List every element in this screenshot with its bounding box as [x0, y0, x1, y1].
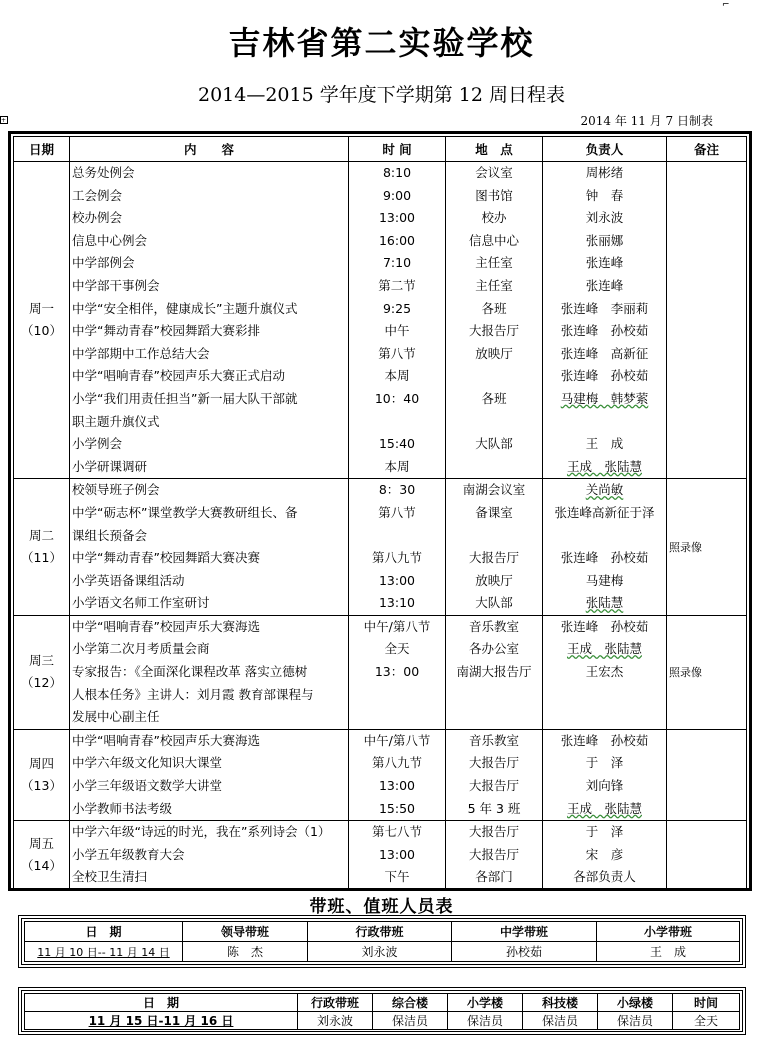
place-value: 各班: [481, 390, 507, 406]
col-content: 内 容: [70, 137, 349, 162]
day-name: 周一: [28, 301, 54, 317]
time-cell: [349, 729, 446, 820]
duty-2-header-row: [25, 994, 740, 1012]
duty-1-header: 日 期: [25, 922, 183, 942]
time-value: 15:50: [378, 800, 416, 816]
time-value: 第二节: [378, 277, 416, 293]
duty-2-header: 行政带班: [298, 994, 373, 1012]
time-value: 下午: [384, 869, 410, 885]
time-value: [351, 684, 443, 707]
content-line: 小学三年级语文数学大讲堂: [72, 778, 223, 794]
place-value: 大队部: [475, 595, 513, 611]
person-cell: [543, 615, 667, 729]
time-value: [351, 525, 443, 548]
content-line: 中学“唱响青春”校园声乐大赛正式启动: [72, 368, 285, 384]
person-value: 马建梅: [585, 572, 624, 588]
day-name: 周二: [28, 528, 54, 544]
table-header-row: [14, 137, 747, 162]
duty-1-header: 小学带班: [597, 922, 740, 942]
person-value: 关尚敏: [585, 482, 624, 498]
duty-2-header: 日 期: [25, 994, 298, 1012]
day-row: [14, 479, 747, 616]
time-value: 8：30: [378, 482, 416, 498]
col-person: 负责人: [543, 137, 667, 162]
day-number: （13）: [21, 778, 62, 794]
time-value: 全天: [384, 641, 410, 657]
person-cell: [543, 729, 667, 820]
time-value: 9:00: [382, 187, 412, 203]
place-value: 南湖会议室: [462, 482, 526, 498]
content-line: 小学“我们用责任担当”新一届大队干部就: [72, 390, 298, 406]
content-line: 中学部干事例会: [72, 277, 160, 293]
day-label: [14, 162, 70, 479]
place-value: 图书馆: [475, 187, 513, 203]
person-value: 张连峰 孙校茹: [560, 550, 649, 566]
col-date: 日期: [14, 137, 70, 162]
duty-2-time: 全天: [673, 1012, 740, 1030]
person-value: 王宏杰: [585, 664, 624, 680]
time-value: 本周: [384, 368, 410, 384]
day-name: 周五: [28, 836, 54, 852]
content-line: 总务处例会: [72, 165, 135, 180]
place-value: 南湖大报告厅: [456, 664, 532, 680]
duty-1-date: 11 月 10 日-- 11 月 14 日: [25, 942, 183, 962]
duty-1-value-row: [25, 942, 740, 962]
day-number: （11）: [21, 550, 62, 566]
duty-2-tech-bldg: 保洁员: [523, 1012, 598, 1030]
person-value: 于 泽: [585, 755, 624, 771]
note-cell: [667, 729, 747, 820]
time-value: 9:25: [382, 300, 412, 316]
place-value: 大报告厅: [468, 323, 519, 339]
duty-1-header: 行政带班: [308, 922, 452, 942]
place-value: 音乐教室: [468, 618, 519, 634]
person-value: 王成 张陆慧: [566, 800, 642, 816]
time-value: 7:10: [382, 255, 412, 271]
place-value: 会议室: [475, 165, 513, 180]
person-value: 张连峰 李丽莉: [560, 300, 649, 316]
duty-2-date: 11 月 15 日-11 月 16 日: [25, 1012, 298, 1030]
col-note: 备注: [667, 137, 747, 162]
person-value: [545, 525, 664, 548]
note-cell: [667, 821, 747, 890]
place-value: 各班: [481, 300, 507, 316]
content-line: 小学五年级教育大会: [72, 846, 185, 862]
duty-2-header: 综合楼: [373, 994, 448, 1012]
time-value: 第七八节: [371, 824, 422, 840]
time-value: 13:00: [378, 846, 416, 862]
time-cell: [349, 162, 446, 479]
day-row: [14, 615, 747, 729]
person-value: 王成 张陆慧: [566, 458, 642, 474]
place-value: 大队部: [475, 436, 513, 452]
day-label: [14, 821, 70, 890]
time-value: [351, 706, 443, 729]
col-time: 时 间: [349, 137, 446, 162]
content-cell: [70, 479, 349, 616]
page-title: 吉林省第二实验学校: [228, 24, 535, 62]
person-value: 张连峰 高新征: [560, 345, 649, 361]
place-value: [448, 365, 540, 388]
time-value: 8:10: [382, 165, 412, 180]
content-cell: [70, 162, 349, 479]
table-anchor-icon[interactable]: +: [1, 117, 7, 124]
schedule-table-frame: [8, 131, 752, 891]
content-line: 中学部期中工作总结大会: [72, 345, 210, 361]
duty-2-header: 时间: [673, 994, 740, 1012]
place-value: 主任室: [475, 255, 513, 271]
time-value: 中午/第八节: [363, 732, 431, 748]
content-line: 校办例会: [72, 210, 123, 226]
place-value: 大报告厅: [468, 755, 519, 771]
place-value: 信息中心: [468, 232, 519, 248]
place-value: 校办: [481, 210, 507, 226]
page-subtitle: 2014—2015 学年度下学期第 12 周日程表: [197, 84, 565, 106]
place-value: 放映厅: [475, 345, 513, 361]
duty-1-middle: 孙校茹: [452, 942, 597, 962]
place-cell: [446, 821, 543, 890]
person-value: 张连峰: [585, 255, 624, 271]
content-line: 中学“唱响青春”校园声乐大赛海选: [72, 732, 260, 748]
person-value: 刘永波: [585, 210, 624, 226]
day-name: 周三: [28, 653, 54, 669]
duty-2-header: 小绿楼: [598, 994, 673, 1012]
place-value: [448, 456, 540, 479]
content-line: 中学“安全相伴，健康成长”主题升旗仪式: [72, 300, 298, 316]
day-number: （10）: [21, 323, 62, 339]
content-cell: [70, 729, 349, 820]
time-value: 15:40: [378, 436, 416, 452]
made-date: 2014 年 11 月 7 日制表: [580, 114, 713, 128]
place-value: 大报告厅: [468, 778, 519, 794]
day-name: 周四: [28, 756, 54, 772]
duty-2-green-bldg: 保洁员: [598, 1012, 673, 1030]
place-value: 主任室: [475, 277, 513, 293]
content-line: 小学例会: [72, 436, 123, 452]
person-value: 张连峰 孙校茹: [560, 368, 649, 384]
content-line: 职主题升旗仪式: [72, 413, 160, 429]
time-value: 第八九节: [371, 550, 422, 566]
time-value: 13:10: [378, 595, 416, 611]
place-value: [448, 706, 540, 729]
person-value: 张连峰 孙校茹: [560, 618, 649, 634]
duty-2-complex: 保洁员: [373, 1012, 448, 1030]
duty-1-leader: 陈 杰: [183, 942, 308, 962]
person-value: [545, 684, 664, 707]
content-line: 工会例会: [72, 187, 123, 203]
duty-2-header: 小学楼: [448, 994, 523, 1012]
content-line: 小学英语备课组活动: [72, 572, 185, 588]
duty-1-primary: 王 成: [597, 942, 740, 962]
content-line: 中学部例会: [72, 255, 135, 271]
person-value: 马建梅 韩梦萦: [560, 390, 649, 406]
duty-2-value-row: [25, 1012, 740, 1030]
time-cell: [349, 615, 446, 729]
duty-1-admin: 刘永波: [308, 942, 452, 962]
day-row: [14, 821, 747, 890]
person-value: 张陆慧: [585, 595, 624, 611]
place-value: 大报告厅: [468, 824, 519, 840]
content-line: 中学“砺志杯”课堂教学大赛教研组长、备: [72, 504, 298, 520]
time-value: 10：40: [374, 390, 420, 406]
content-line: 小学第二次月考质量会商: [72, 641, 210, 657]
person-value: 王 成: [585, 436, 624, 452]
place-value: [448, 684, 540, 707]
time-value: 第八九节: [371, 755, 422, 771]
time-value: 13:00: [378, 572, 416, 588]
content-line: 中学六年级文化知识大课堂: [72, 755, 223, 771]
content-line: 全校卫生清扫: [72, 869, 148, 885]
content-line: 校领导班子例会: [72, 482, 160, 498]
content-line: 信息中心例会: [72, 232, 148, 248]
time-value: [351, 411, 443, 434]
place-value: 大报告厅: [468, 846, 519, 862]
content-cell: [70, 615, 349, 729]
person-value: 钟 春: [585, 187, 624, 203]
place-value: 各办公室: [468, 641, 519, 657]
duty-1-header-row: [25, 922, 740, 942]
time-value: 16:00: [378, 232, 416, 248]
duty-table-1-frame: [18, 915, 746, 968]
content-line: 小学研课调研: [72, 458, 148, 474]
duty-1-header: 领导带班: [183, 922, 308, 942]
place-value: 各部门: [475, 869, 513, 885]
time-value: 中午/第八节: [363, 618, 431, 634]
person-value: [545, 411, 664, 434]
note-cell: 照录像: [667, 479, 747, 616]
person-value: 张丽娜: [585, 232, 624, 248]
place-value: 放映厅: [475, 572, 513, 588]
place-value: [448, 411, 540, 434]
place-value: 大报告厅: [468, 550, 519, 566]
day-number: （14）: [21, 858, 62, 874]
time-value: 13:00: [378, 778, 416, 794]
person-cell: [543, 821, 667, 890]
place-cell: [446, 479, 543, 616]
person-value: 各部负责人: [573, 869, 636, 885]
duty-table-2-frame: [18, 987, 746, 1035]
duty-table-1: [24, 921, 740, 962]
time-cell: [349, 479, 446, 616]
person-value: 于 泽: [585, 824, 624, 840]
time-value: 中午: [384, 323, 410, 339]
day-number: （12）: [21, 675, 62, 691]
day-row: [14, 162, 747, 479]
content-cell: [70, 821, 349, 890]
time-value: 第八节: [378, 345, 416, 361]
content-line: 小学语文名师工作室研讨: [72, 595, 210, 611]
day-row: [14, 729, 747, 820]
duty-1-header: 中学带班: [452, 922, 597, 942]
person-value: 刘向锋: [585, 778, 624, 794]
content-line: 人根本任务》主讲人：刘月霞 教育部课程与: [72, 686, 314, 702]
person-value: 张连峰高新征于泽: [554, 504, 655, 520]
person-value: 宋 彦: [585, 846, 624, 862]
person-value: 张连峰: [585, 277, 624, 293]
duty-table-title: 带班、值班人员表: [309, 897, 454, 917]
content-line: 课组长预备会: [72, 527, 148, 543]
time-value: 本周: [384, 458, 410, 474]
duty-table-2: [24, 993, 740, 1030]
person-cell: [543, 479, 667, 616]
person-value: 王成 张陆慧: [566, 641, 642, 657]
place-cell: [446, 162, 543, 479]
content-line: 中学“舞动青春”校园舞蹈大赛决赛: [72, 550, 260, 566]
place-cell: [446, 615, 543, 729]
place-value: 音乐教室: [468, 732, 519, 748]
content-line: 发展中心副主任: [72, 709, 160, 725]
page-corner-mark: ⌐: [722, 0, 730, 10]
note-cell: [667, 162, 747, 479]
person-value: 周彬绪: [585, 165, 624, 180]
time-value: 第八节: [378, 504, 416, 520]
place-cell: [446, 729, 543, 820]
person-value: 张连峰 孙校茹: [560, 732, 649, 748]
content-line: 小学教师书法考级: [72, 800, 173, 816]
day-label: [14, 615, 70, 729]
place-value: 备课室: [475, 504, 513, 520]
note-cell: 照录像: [667, 615, 747, 729]
person-value: [545, 706, 664, 729]
person-cell: [543, 162, 667, 479]
day-label: [14, 479, 70, 616]
time-value: 13:00: [378, 210, 416, 226]
duty-2-primary-bldg: 保洁员: [448, 1012, 523, 1030]
col-place: 地 点: [446, 137, 543, 162]
time-value: 13：00: [374, 664, 420, 680]
person-value: 张连峰 孙校茹: [560, 323, 649, 339]
day-label: [14, 729, 70, 820]
content-line: 中学“唱响青春”校园声乐大赛海选: [72, 618, 260, 634]
time-cell: [349, 821, 446, 890]
content-line: 专家报告：《全面深化课程改革 落实立德树: [72, 664, 308, 680]
schedule-table: [13, 136, 747, 890]
duty-2-admin: 刘永波: [298, 1012, 373, 1030]
duty-2-header: 科技楼: [523, 994, 598, 1012]
content-line: 中学六年级“诗远的时光，我在”系列诗会（1）: [72, 824, 331, 840]
content-line: 中学“舞动青春”校园舞蹈大赛彩排: [72, 323, 260, 339]
place-value: 5 年 3 班: [467, 800, 521, 816]
place-value: [448, 525, 540, 548]
